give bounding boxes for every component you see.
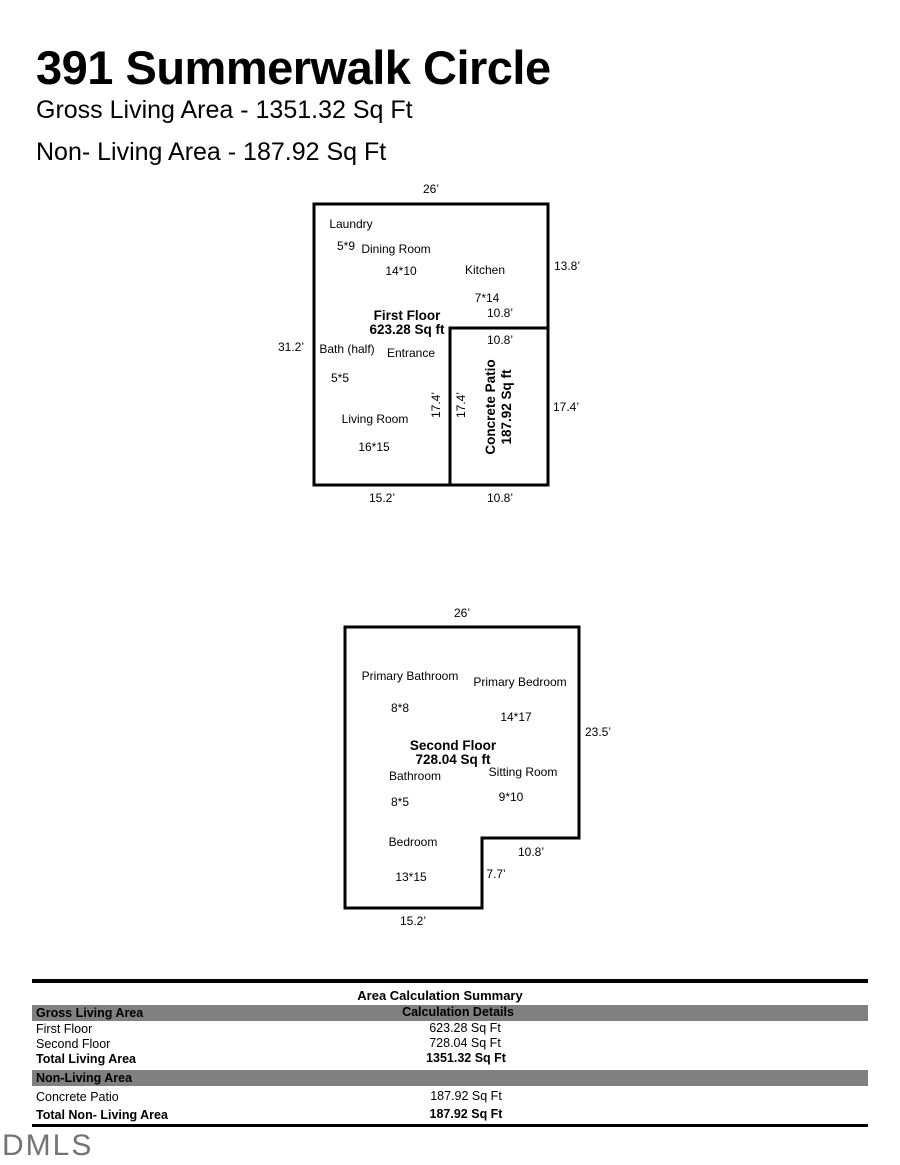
- room-bathroom: Bathroom: [388, 769, 442, 783]
- dim-notch-top: 10.8’: [486, 306, 514, 320]
- room-entrance: Entrance: [386, 346, 436, 360]
- room-primary-bedroom-size: 14*17: [500, 710, 532, 724]
- dim-first-top: 26’: [422, 182, 440, 196]
- second-floor-name: Second Floor: [409, 738, 497, 753]
- dim-inner-left: 17.4’: [429, 391, 443, 419]
- page-title: 391 Summerwalk Circle: [36, 41, 551, 94]
- dim-first-right-lower: 17.4’: [552, 400, 580, 414]
- room-living: Living Room: [341, 412, 409, 426]
- first-floor-area: 623.28 Sq ft: [369, 322, 445, 337]
- first-floor-name: First Floor: [373, 308, 441, 323]
- nla-total-value: 187.92 Sq Ft: [429, 1107, 503, 1121]
- gross-living-area-heading: Gross Living Area - 1351.32 Sq Ft: [36, 96, 413, 124]
- nla-row-value: 187.92 Sq Ft: [430, 1089, 502, 1103]
- dim-first-bottom-right: 10.8’: [486, 491, 514, 505]
- gla-row-label: First Floor: [36, 1022, 93, 1036]
- summary-top-rule: [32, 979, 868, 983]
- room-bathroom-size: 8*5: [390, 795, 410, 809]
- room-bedroom-size: 13*15: [395, 870, 427, 884]
- dim-patio-left: 17.4’: [454, 391, 468, 419]
- room-kitchen-size: 7*14: [474, 291, 500, 305]
- patio-area: 187.92 Sq ft: [499, 369, 514, 445]
- details-header: Calculation Details: [402, 1005, 514, 1019]
- room-laundry: Laundry: [329, 217, 373, 231]
- room-dining: Dining Room: [361, 242, 431, 256]
- room-primary-bathroom-size: 8*8: [390, 701, 410, 715]
- gla-total-label: Total Living Area: [36, 1052, 137, 1066]
- dim-first-right-upper: 13.8’: [553, 259, 581, 273]
- room-sitting-size: 9*10: [498, 790, 524, 804]
- room-primary-bathroom: Primary Bathroom: [361, 669, 459, 683]
- room-laundry-size: 5*9: [336, 239, 356, 253]
- dim-first-left: 31.2’: [277, 340, 305, 354]
- dim-second-notch-side: 7.7’: [486, 867, 506, 881]
- room-kitchen: Kitchen: [464, 263, 506, 277]
- dim-second-top: 26’: [453, 606, 471, 620]
- gla-total-value: 1351.32 Sq Ft: [426, 1051, 506, 1065]
- patio-name: Concrete Patio: [483, 359, 498, 455]
- room-bath-half-size: 5*5: [330, 371, 350, 385]
- nla-row-label: Concrete Patio: [36, 1090, 119, 1104]
- gla-row-value: 728.04 Sq Ft: [429, 1036, 501, 1050]
- room-sitting: Sitting Room: [488, 765, 558, 779]
- nla-header: Non-Living Area: [36, 1071, 133, 1085]
- dmls-watermark: DMLS: [2, 1129, 94, 1162]
- gla-row-label: Second Floor: [36, 1037, 111, 1051]
- room-living-size: 16*15: [358, 440, 390, 454]
- dim-second-right: 23.5’: [584, 725, 612, 739]
- room-dining-size: 14*10: [385, 264, 417, 278]
- summary-bottom-rule: [32, 1124, 868, 1127]
- room-primary-bedroom: Primary Bedroom: [473, 675, 567, 689]
- room-bath-half: Bath (half): [319, 342, 375, 356]
- gla-header: Gross Living Area: [36, 1006, 144, 1020]
- room-bedroom: Bedroom: [388, 835, 438, 849]
- dim-patio-top: 10.8’: [486, 333, 514, 347]
- dim-second-bottom: 15.2’: [399, 914, 427, 928]
- nla-header-band: [32, 1070, 868, 1086]
- summary-title: Area Calculation Summary: [357, 988, 523, 1003]
- nla-total-label: Total Non- Living Area: [36, 1108, 168, 1122]
- dim-second-notch-bottom: 10.8’: [517, 845, 545, 859]
- gla-row-value: 623.28 Sq Ft: [429, 1021, 501, 1035]
- non-living-area-heading: Non- Living Area - 187.92 Sq Ft: [36, 138, 387, 166]
- dim-first-bottom-left: 15.2’: [368, 491, 396, 505]
- second-floor-area: 728.04 Sq ft: [415, 752, 491, 767]
